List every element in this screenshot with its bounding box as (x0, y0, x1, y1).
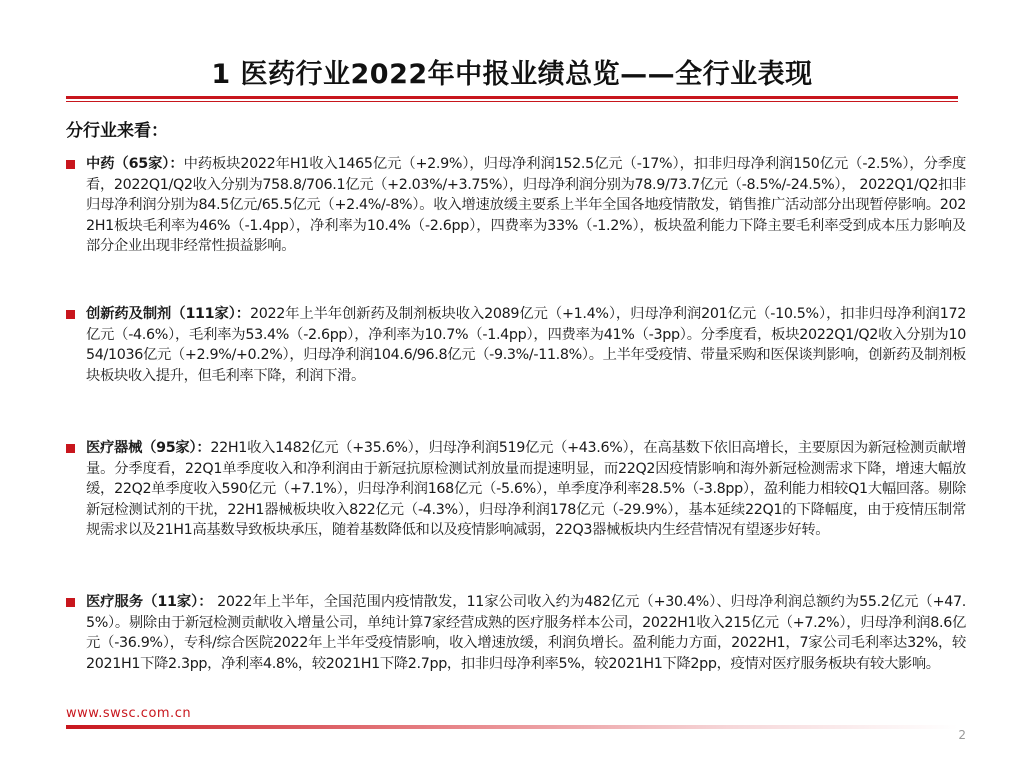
section-body: 中药板块2022年H1收入1465亿元（+2.9%），归母净利润152.5亿元（-17%），扣非归母净利润150亿元（-2.5%），分季度看，2022Q1/Q2收入分别为758.8/706.1亿元（+2.03%/+3.75%），归母净利润分别为78.9/73.7亿元（-8.5%/-24.5%）， 2022Q1/Q2扣非归母净利润分别为84.5亿元/65.5亿元（+2.4%/-8%）。收入增速放缓主要系上半年全国各地疫情散发，销售推广活动部分出现暂停影响。2022H1板块毛利率为46%（-1.4pp），净利率为10.4%（-2.6pp），四费率为33%（-1.2%），板块盈利能力下降主要毛利率受到成本压力影响及部分企业出现非经常性损益影响。 (86, 156, 966, 255)
footer-url: www.swsc.com.cn (66, 706, 192, 721)
square-bullet-icon (66, 160, 75, 169)
title-divider (66, 96, 958, 104)
square-bullet-icon (66, 444, 75, 453)
slide-title: 1 医药行业2022年中报业绩总览——全行业表现 (211, 59, 813, 90)
section-paragraph (66, 592, 966, 674)
section-body: 2022年上半年，全国范围内疫情散发，11家公司收入约为482亿元（+30.4%）、归母净利润总额约为55.2亿元（+47.5%）。剔除由于新冠检测贡献收入增量公司，单纯计算7家经营成熟的医疗服务样本公司，2022H1收入215亿元（+7.2%），归母净利润8.6亿元（-36.9%），专科/综合医院2022年上半年受疫情影响，收入增速放缓，利润负增长。盈利能力方面，2022H1，7家公司毛利率达32%，较2021H1下降2.3pp，净利率4.8%，较2021H1下降2.7pp，扣非归母净利率5%，较2021H1下降2pp，疫情对医疗服务板块有较大影响。 (86, 594, 966, 672)
section-medical-devices (66, 438, 966, 541)
square-bullet-icon (66, 310, 75, 319)
section-paragraph (66, 304, 966, 386)
section-medical-services (66, 592, 966, 674)
section-subtitle: 分行业来看： (66, 121, 168, 141)
section-paragraph (66, 438, 966, 541)
square-bullet-icon (66, 598, 75, 607)
section-heading: 医疗器械（95家）： (86, 440, 211, 456)
section-heading: 医疗服务（11家）： (86, 594, 213, 610)
section-heading: 中药（65家）： (86, 156, 184, 172)
section-heading: 创新药及制剂（111家）： (86, 306, 250, 322)
section-body: 2022年上半年创新药及制剂板块收入2089亿元（+1.4%），归母净利润201亿元（-10.5%），扣非归母净利润172亿元（-4.6%），毛利率为53.4%（-2.6pp），净利率为10.7%（-1.4pp），四费率为41%（-3pp）。分季度看，板块2022Q1/Q2收入分别为1054/1036亿元（+2.9%/+0.2%），归母净利润104.6/96.8亿元（-9.3%/-11.8%）。上半年受疫情、带量采购和医保谈判影响，创新药及制剂板块板块收入提升，但毛利率下降，利润下滑。 (86, 306, 966, 384)
footer-divider (66, 725, 958, 729)
section-tcm (66, 154, 966, 257)
section-paragraph (66, 154, 966, 257)
section-innovative-drugs (66, 304, 966, 386)
page-number: 2 (958, 728, 966, 742)
section-body: 22H1收入1482亿元（+35.6%），归母净利润519亿元（+43.6%），在高基数下依旧高增长，主要原因为新冠检测贡献增量。分季度看，22Q1单季度收入和净利润由于新冠抗原检测试剂放量而提速明显，而22Q2因疫情影响和海外新冠检测需求下降，增速大幅放缓，22Q2单季度收入590亿元（+7.1%），归母净利润168亿元（-5.6%），单季度净利率28.5%（-3.8pp），盈利能力相较Q1大幅回落。剔除新冠检测试剂的干扰，22H1器械板块收入822亿元（-4.3%），归母净利润178亿元（-29.9%），基本延续22Q1的下降幅度，由于疫情压制常规需求以及21H1高基数导致板块承压，随着基数降低和以及疫情影响减弱，22Q3器械板块内生经营情况有望逐步好转。 (86, 440, 966, 539)
